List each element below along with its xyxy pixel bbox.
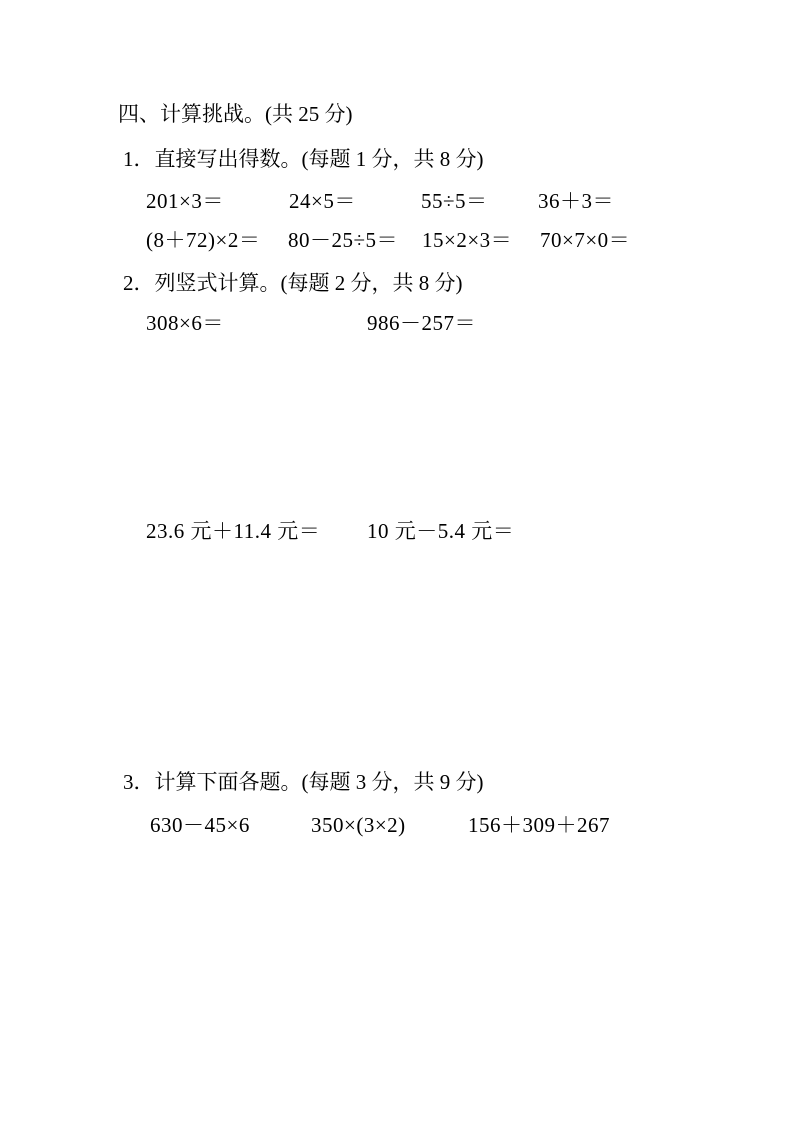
expression: 80－25÷5＝: [288, 228, 399, 252]
expression: 156＋309＋267: [468, 813, 610, 837]
expression: 36＋3＝: [538, 189, 614, 213]
expression: 24×5＝: [289, 189, 356, 213]
expression: 630－45×6: [150, 813, 250, 837]
expression: 15×2×3＝: [422, 228, 513, 252]
question-3-label: 3．计算下面各题。(每题 3 分，共 9 分): [123, 770, 484, 794]
expression: (8＋72)×2＝: [146, 228, 261, 252]
expression: 70×7×0＝: [540, 228, 631, 252]
section-title: 四、计算挑战。(共 25 分): [118, 102, 353, 126]
expression: 10 元－5.4 元＝: [367, 519, 515, 543]
question-2-label: 2．列竖式计算。(每题 2 分，共 8 分): [123, 271, 463, 295]
question-1-label: 1．直接写出得数。(每题 1 分，共 8 分): [123, 147, 484, 171]
expression: 986－257＝: [367, 311, 476, 335]
expression: 350×(3×2): [311, 813, 406, 837]
expression: 201×3＝: [146, 189, 224, 213]
expression: 23.6 元＋11.4 元＝: [146, 519, 321, 543]
expression: 308×6＝: [146, 311, 224, 335]
expression: 55÷5＝: [421, 189, 488, 213]
